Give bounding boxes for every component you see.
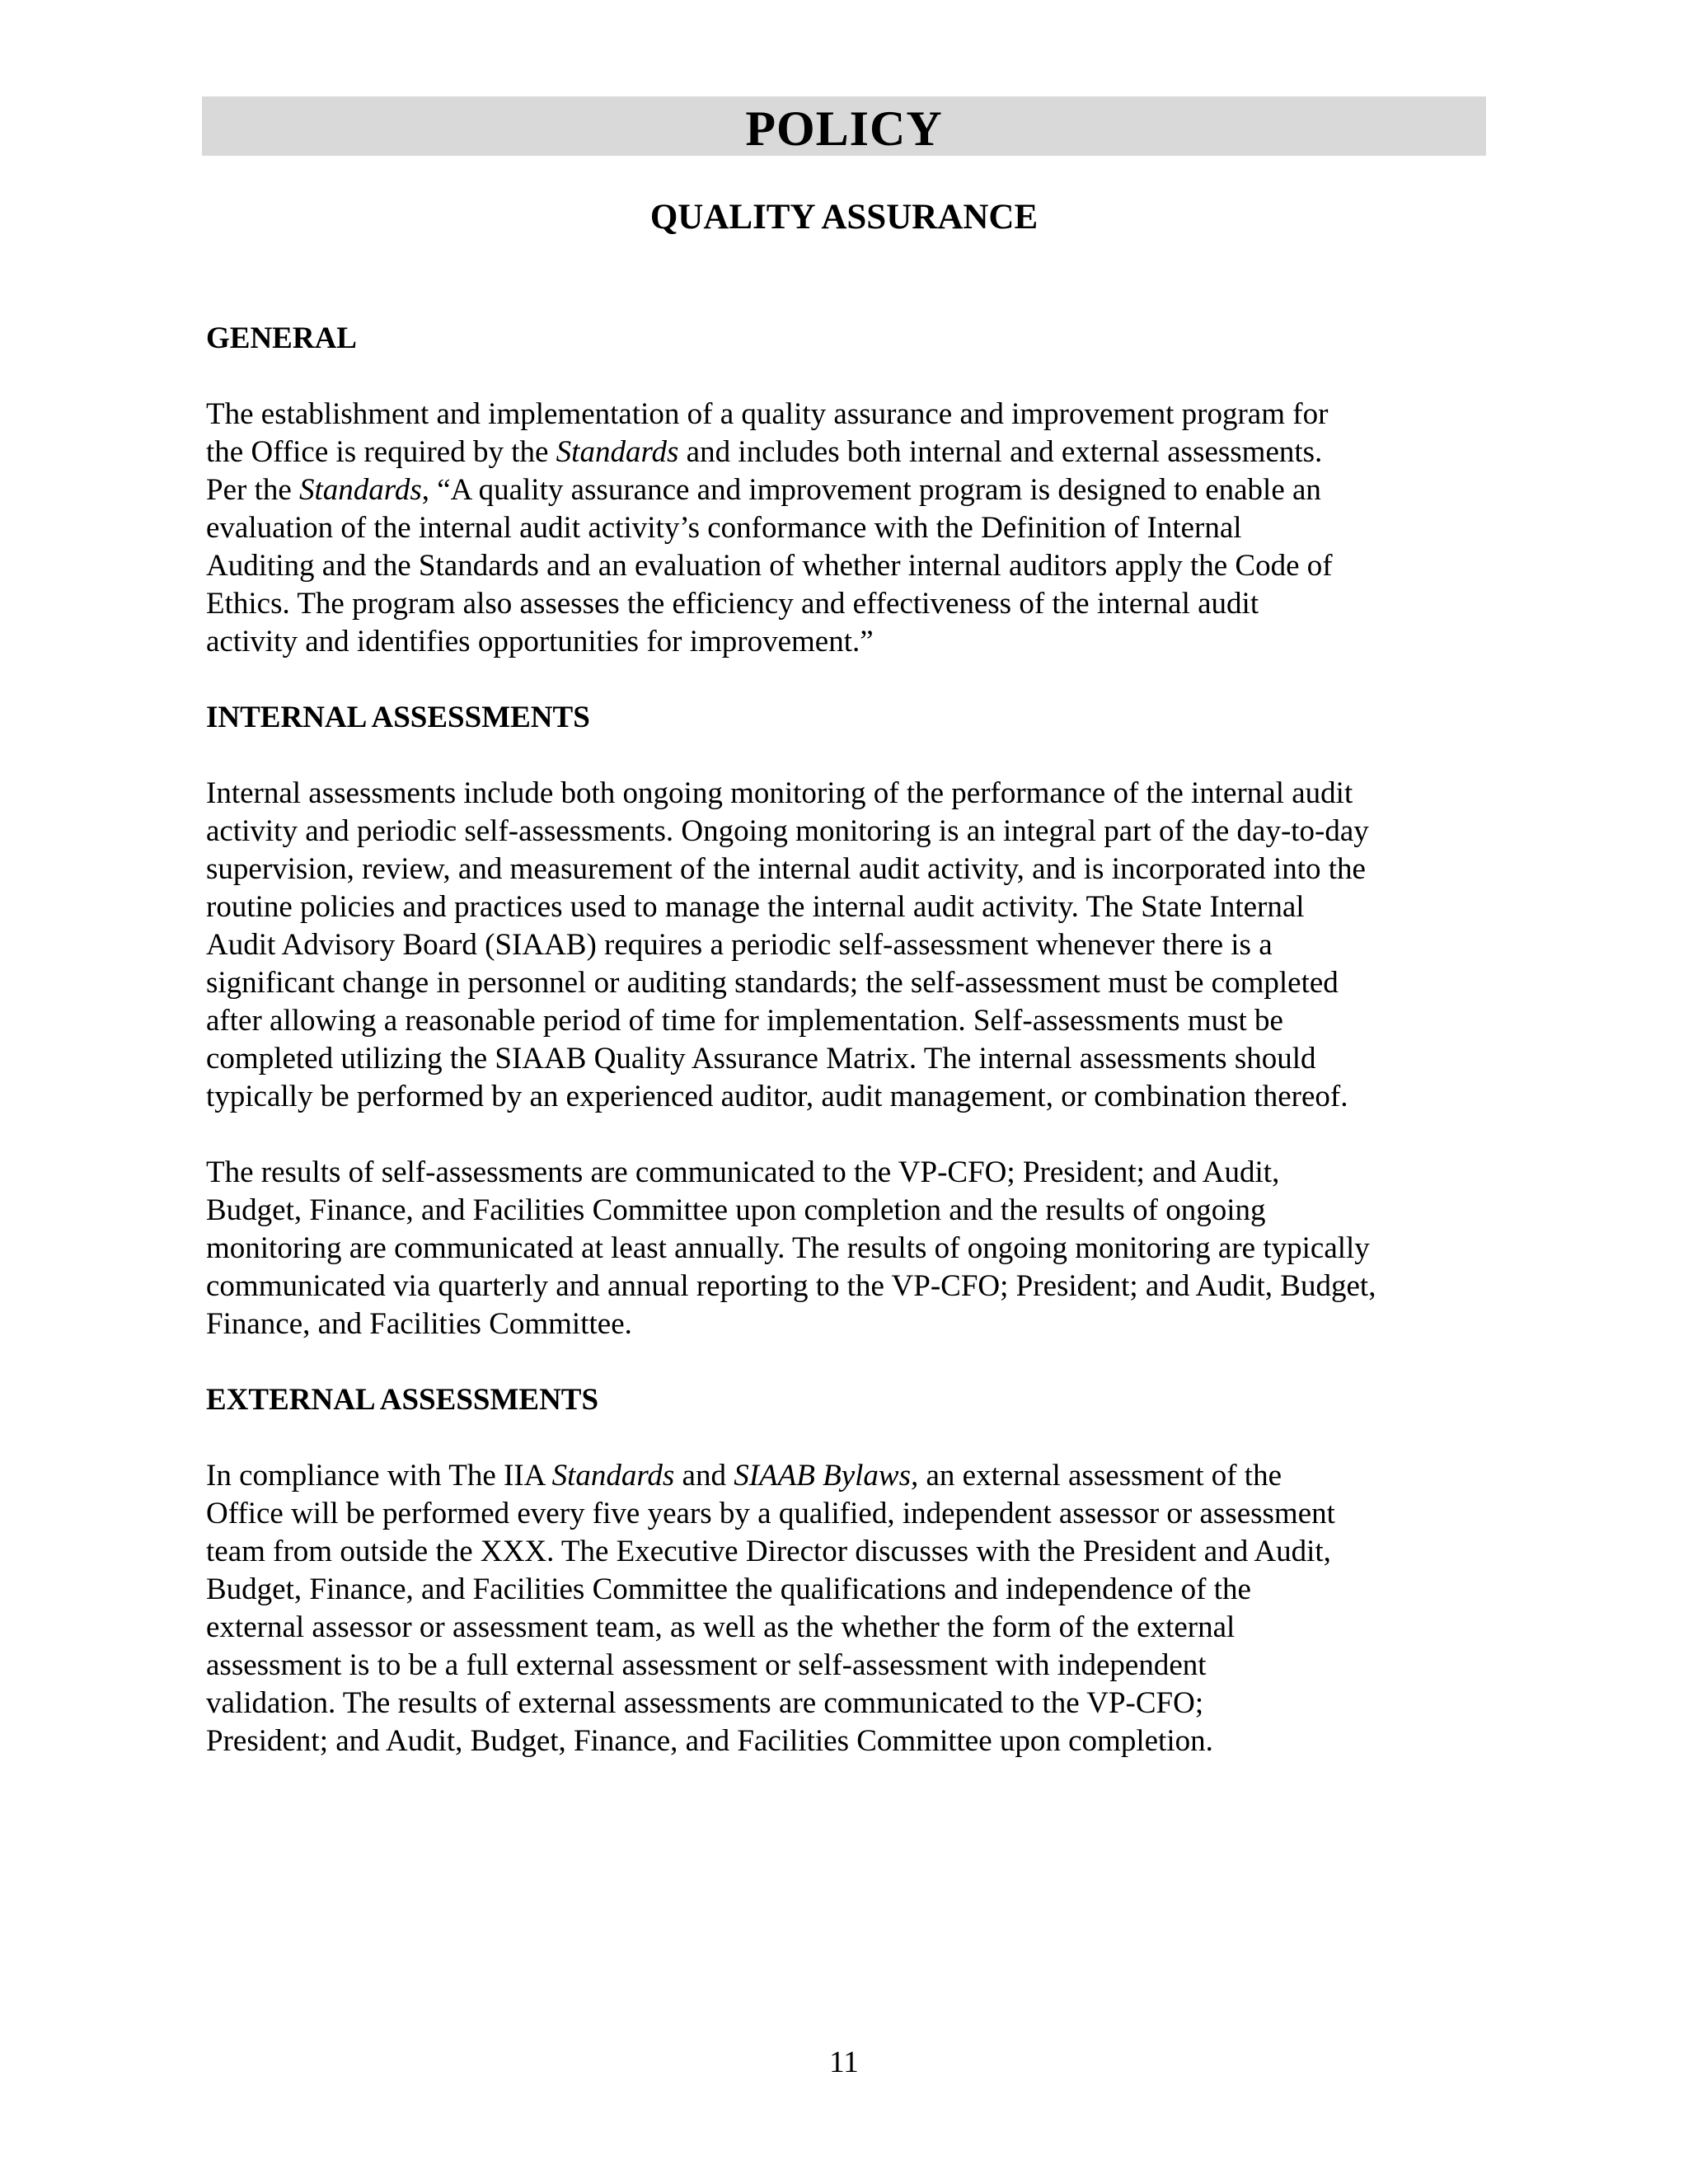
internal-paragraph-1 xyxy=(206,775,1492,1116)
text-line: In compliance with The IIA xyxy=(206,1459,552,1493)
text-line: significant change in personnel or auditing standards; the self-assessment must be completed xyxy=(206,966,1339,1000)
policy-header-bar xyxy=(202,96,1486,156)
text-line: typically be performed by an experienced auditor, audit management, or combination thereof. xyxy=(206,1080,1348,1113)
text-line: Auditing and the Standards and an evaluation of whether internal auditors apply the Code of xyxy=(206,549,1333,583)
text-line: , “A quality assurance and improvement program is designed to enable an xyxy=(421,473,1321,507)
text-line: validation. The results of external assessments are communicated to the VP-CFO; xyxy=(206,1686,1204,1720)
text-line: monitoring are communicated at least annually. The results of ongoing monitoring are typically xyxy=(206,1231,1370,1265)
text-line: Budget, Finance, and Facilities Committee upon completion and the results of ongoing xyxy=(206,1193,1266,1227)
text-line: Audit Advisory Board (SIAAB) requires a periodic self-assessment whenever there is a xyxy=(206,928,1273,962)
text-line-italic: Standards xyxy=(299,473,422,507)
text-line: activity and periodic self-assessments. Ongoing monitoring is an integral part of the day-to-day xyxy=(206,814,1369,848)
text-line: Per the xyxy=(206,473,300,507)
page-number: 11 xyxy=(829,2046,859,2079)
general-paragraph xyxy=(206,396,1492,661)
text-line: assessment is to be a full external assessment or self-assessment with independent xyxy=(206,1648,1207,1682)
text-line-italic: Standards xyxy=(556,435,679,469)
text-line: Budget, Finance, and Facilities Committee the qualifications and independence of the xyxy=(206,1572,1251,1606)
text-line: routine policies and practices used to manage the internal audit activity. The State Internal xyxy=(206,890,1305,924)
external-paragraph xyxy=(206,1457,1492,1760)
page-subtitle: QUALITY ASSURANCE xyxy=(649,198,1039,237)
section-heading-external: EXTERNAL ASSESSMENTS xyxy=(206,1383,599,1417)
text-line: completed utilizing the SIAAB Quality Assurance Matrix. The internal assessments should xyxy=(206,1042,1316,1076)
text-line: activity and identifies opportunities for improvement.” xyxy=(206,625,874,658)
internal-paragraph-2 xyxy=(206,1154,1492,1343)
text-line: team from outside the XXX. The Executive Director discusses with the President and Audit, xyxy=(206,1535,1331,1568)
text-line: external assessor or assessment team, as well as the whether the form of the external xyxy=(206,1610,1236,1644)
text-line: the Office is required by the xyxy=(206,435,556,469)
text-line: evaluation of the internal audit activity’s conformance with the Definition of Internal xyxy=(206,511,1242,545)
text-line: communicated via quarterly and annual reporting to the VP-CFO; President; and Audit, Budget, xyxy=(206,1269,1376,1303)
section-heading-internal: INTERNAL ASSESSMENTS xyxy=(206,701,590,734)
page-title: POLICY xyxy=(745,101,943,156)
text-line: supervision, review, and measurement of the internal audit activity, and is incorporated into the xyxy=(206,852,1366,886)
text-line-italic: SIAAB Bylaws, xyxy=(734,1459,919,1493)
text-line: Office will be performed every five years by a qualified, independent assessor or assessment xyxy=(206,1497,1335,1530)
text-line: The results of self-assessments are communicated to the VP-CFO; President; and Audit, xyxy=(206,1155,1280,1189)
text-line: Finance, and Facilities Committee. xyxy=(206,1307,632,1341)
text-line: an external assessment of the xyxy=(918,1459,1282,1493)
text-line-italic: Standards xyxy=(551,1459,675,1493)
text-line: after allowing a reasonable period of time for implementation. Self-assessments must be xyxy=(206,1004,1283,1038)
text-line: and includes both internal and external assessments. xyxy=(678,435,1323,469)
text-line: and xyxy=(674,1459,734,1493)
section-heading-general: GENERAL xyxy=(206,321,357,355)
text-line: President; and Audit, Budget, Finance, and Facilities Committee upon completion. xyxy=(206,1724,1213,1758)
text-line: Internal assessments include both ongoing monitoring of the performance of the internal audit xyxy=(206,776,1353,810)
document-body xyxy=(206,320,1492,1760)
text-line: The establishment and implementation of a quality assurance and improvement program for xyxy=(206,397,1329,431)
text-line: Ethics. The program also assesses the efficiency and effectiveness of the internal audit xyxy=(206,587,1259,621)
